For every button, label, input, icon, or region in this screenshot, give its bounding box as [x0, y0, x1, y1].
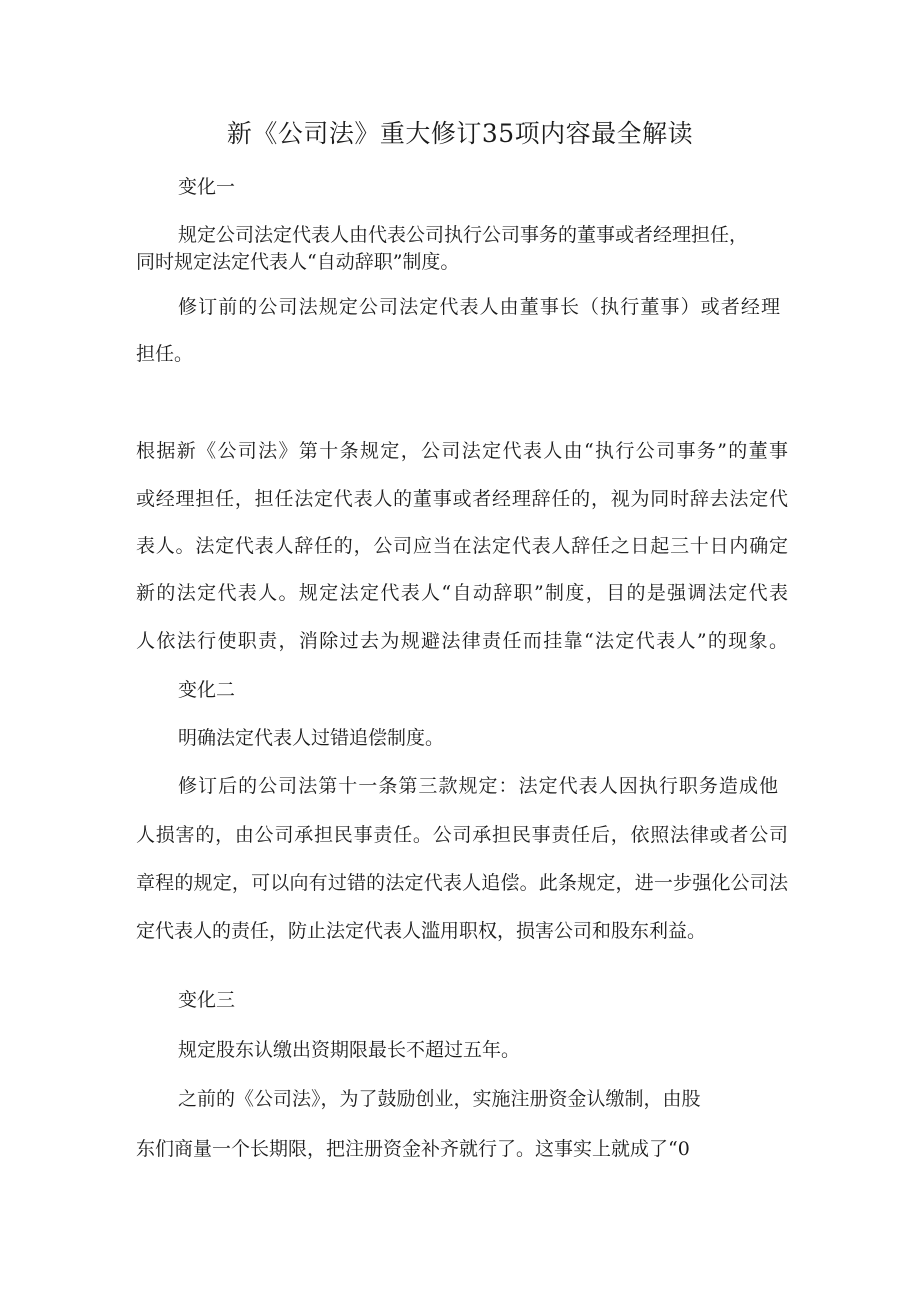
paragraph-line: 明确法定代表人过错追偿制度。 — [178, 727, 445, 749]
paragraph-line: 担任。 — [136, 343, 194, 365]
paragraph-line: 根据新《公司法》第十条规定，公司法定代表人由“执行公司事务”的董事 — [136, 440, 788, 462]
paragraph-line: 规定公司法定代表人由代表公司执行公司事务的董事或者经理担任， — [178, 224, 749, 246]
paragraph-line: 修订前的公司法规定公司法定代表人由董事长（执行董事）或者经理 — [178, 296, 780, 318]
paragraph-line: 同时规定法定代表人“自动辞职”制度。 — [136, 251, 460, 273]
paragraph-line: 表人。法定代表人辞任的，公司应当在法定代表人辞任之日起三十日内确定 — [136, 535, 788, 557]
section-heading-2: 变化二 — [178, 679, 236, 701]
paragraph-line: 章程的规定，可以向有过错的法定代表人追偿。此条规定，进一步强化公司法 — [136, 872, 788, 894]
paragraph-line: 定代表人的责任，防止法定代表人滥用职权，损害公司和股东利益。 — [136, 920, 707, 942]
paragraph-line: 人依法行使职责，消除过去为规避法律责任而挂靠“法定代表人”的现象。 — [136, 630, 788, 652]
document-title: 新《公司法》重大修订35项内容最全解读 — [226, 119, 694, 148]
paragraph-line: 规定股东认缴出资期限最长不超过五年。 — [178, 1039, 521, 1061]
paragraph-line: 新的法定代表人。规定法定代表人“自动辞职”制度，目的是强调法定代表 — [136, 582, 788, 604]
paragraph-line: 之前的《公司法》，为了鼓励创业，实施注册资金认缴制，由股 — [178, 1088, 701, 1110]
section-heading-1: 变化一 — [178, 176, 236, 198]
section-heading-3: 变化三 — [178, 989, 236, 1011]
paragraph-line: 修订后的公司法第十一条第三款规定：法定代表人因执行职务造成他 — [178, 775, 778, 797]
paragraph-line: 或经理担任，担任法定代表人的董事或者经理辞任的，视为同时辞去法定代 — [136, 488, 788, 510]
paragraph-line: 东们商量一个长期限，把注册资金补齐就行了。这事实上就成了“0 — [136, 1138, 690, 1160]
paragraph-line: 人损害的，由公司承担民事责任。公司承担民事责任后，依照法律或者公司 — [136, 824, 788, 846]
